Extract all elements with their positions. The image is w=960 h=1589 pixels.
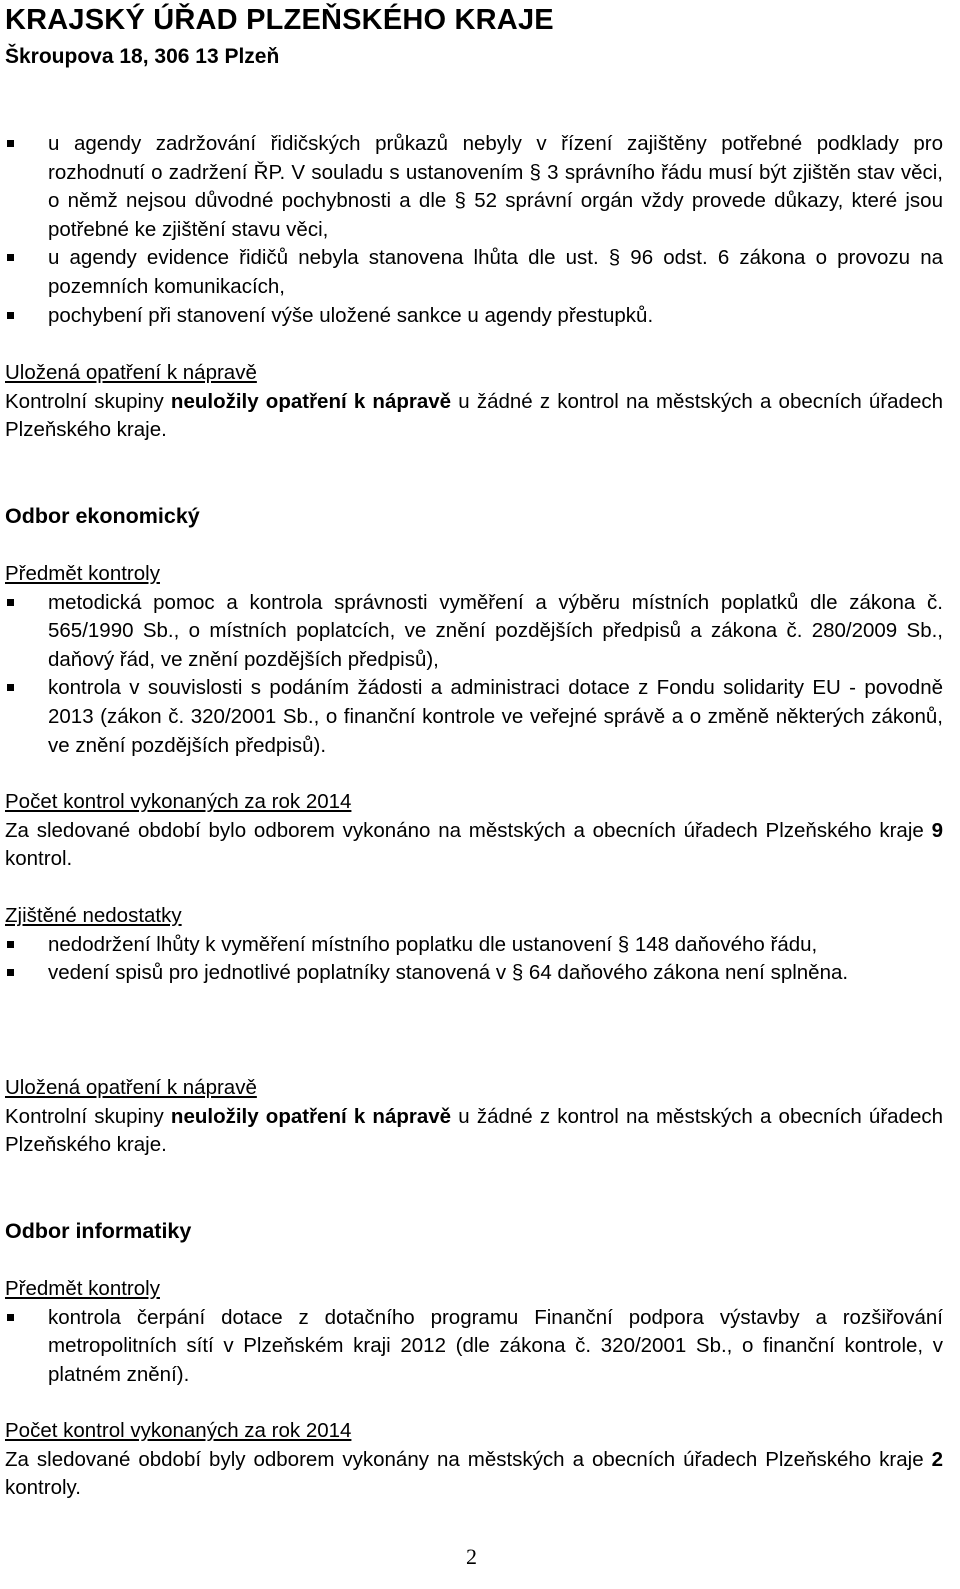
- list-item: kontrola v souvislosti s podáním žádosti a administraci dotace z Fondu solidarity EU - povodně 2013 (zákon č. 320/2001 Sb., o finanční kontrole ve veřejné správě a o změně některých zákonů, ve znění pozdějších předpisů).: [5, 674, 943, 760]
- office-address: Škroupova 18, 306 13 Plzeň: [5, 45, 280, 68]
- document-title: KRAJSKÝ ÚŘAD PLZEŇSKÉHO KRAJE: [5, 4, 554, 36]
- measures-text-bold: neuložily opatření k nápravě: [170, 1104, 452, 1128]
- page-number: 2: [466, 1544, 477, 1569]
- intro-measures: [5, 359, 943, 445]
- measures-text: [5, 388, 943, 445]
- it-section-title: Odbor informatiky: [5, 1219, 192, 1243]
- intro-list: [5, 130, 943, 330]
- count-text-start: Za sledované období byly odborem vykonány na městských a obecních úřadech Plzeňského kraje: [5, 1447, 932, 1471]
- list-item: vedení spisů pro jednotlivé poplatníky stanovená v § 64 daňového zákona není splněna.: [5, 959, 943, 988]
- measures-heading: Uložená opatření k nápravě: [5, 1076, 257, 1099]
- econ-measures: [5, 1074, 943, 1160]
- count-text: [5, 1446, 943, 1503]
- count-text-start: Za sledované období bylo odborem vykonáno na městských a obecních úřadech Plzeňského kraje: [5, 818, 932, 842]
- list-item: pochybení při stanovení výše uložené sankce u agendy přestupků.: [5, 302, 943, 331]
- measures-text-bold: neuložily opatření k nápravě: [170, 389, 452, 413]
- econ-subject: [5, 560, 943, 760]
- list-item: nedodržení lhůty k vyměření místního poplatku dle ustanovení § 148 daňového řádu,: [5, 931, 943, 960]
- list-item: u agendy evidence řidičů nebyla stanovena lhůta dle ust. § 96 odst. 6 zákona o provozu na pozemních komunikacích,: [5, 244, 943, 301]
- count-value: 9: [931, 818, 943, 842]
- econ-subject-list: [5, 589, 943, 761]
- count-text: [5, 817, 943, 874]
- count-heading: Počet kontrol vykonaných za rok 2014: [5, 790, 352, 813]
- measures-text-start: Kontrolní skupiny: [5, 389, 171, 413]
- subject-heading: Předmět kontroly: [5, 1277, 160, 1300]
- it-count: [5, 1417, 943, 1503]
- list-item: metodická pomoc a kontrola správnosti vyměření a výběru místních poplatků dle zákona č. 565/1990 Sb., o místních poplatcích, ve znění pozdějších předpisů a zákona č. 280/2009 Sb., daňový řád, ve znění pozdějších předpisů),: [5, 589, 943, 675]
- count-text-end: kontroly.: [5, 1476, 81, 1500]
- measures-text-end: u žádné z kontrol na městských a obecních úřadech Plzeňského kraje.: [5, 1104, 943, 1157]
- measures-text-end: u žádné z kontrol na městských a obecních úřadech Plzeňského kraje.: [5, 389, 943, 442]
- measures-text-start: Kontrolní skupiny: [5, 1104, 171, 1128]
- econ-count: [5, 788, 943, 874]
- intro-section: [5, 130, 943, 330]
- count-heading: Počet kontrol vykonaných za rok 2014: [5, 1419, 352, 1442]
- measures-heading: Uložená opatření k nápravě: [5, 361, 257, 384]
- list-item: u agendy zadržování řidičských průkazů nebyly v řízení zajištěny potřebné podklady pro rozhodnutí o zadržení ŘP. V souladu s ustanovením § 3 správního řádu musí být zjištěn stav věci, o němž nejsou důvodné pochybnosti a dle § 52 správní orgán vždy provede důkazy, které jsou potřebné ke zjištění stavu věci,: [5, 130, 943, 244]
- econ-defects-list: [5, 931, 943, 988]
- it-subject-list: [5, 1304, 943, 1390]
- defects-heading: Zjištěné nedostatky: [5, 904, 182, 927]
- count-value: 2: [931, 1447, 943, 1471]
- subject-heading: Předmět kontroly: [5, 562, 160, 585]
- count-text-end: kontrol.: [5, 847, 73, 871]
- econ-defects: [5, 902, 943, 988]
- it-subject: [5, 1275, 943, 1389]
- econ-section-title: Odbor ekonomický: [5, 504, 200, 528]
- measures-text: [5, 1103, 943, 1160]
- list-item: kontrola čerpání dotace z dotačního programu Finanční podpora výstavby a rozšiřování metropolitních sítí v Plzeňském kraji 2012 (dle zákona č. 320/2001 Sb., o finanční kontrole, v platném znění).: [5, 1304, 943, 1390]
